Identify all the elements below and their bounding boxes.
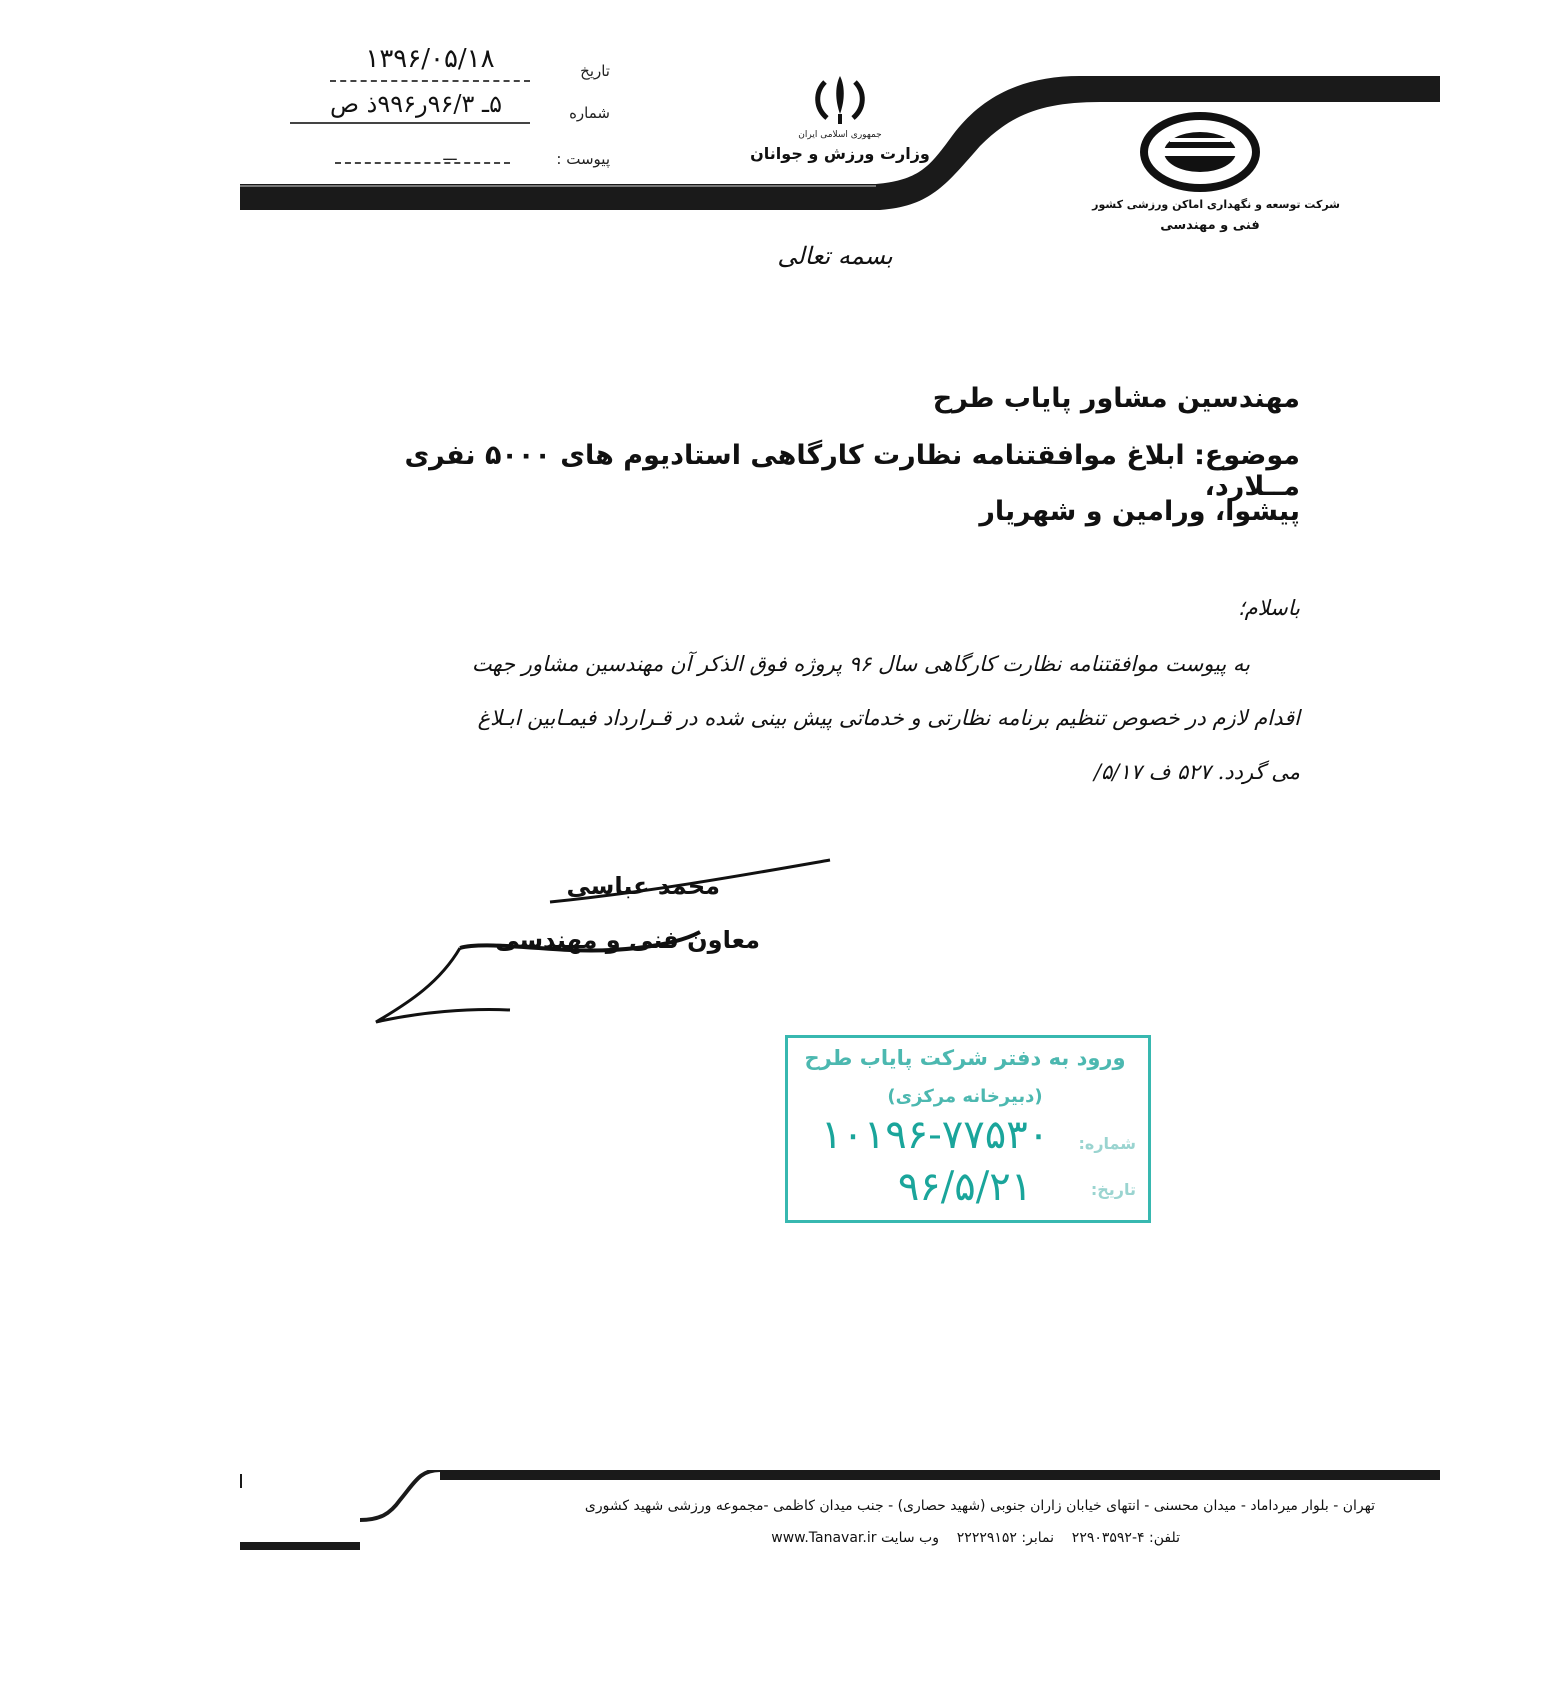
date-value: ۱۳۹۶/۰۵/۱۸	[365, 44, 495, 74]
iran-emblem-icon	[805, 70, 875, 130]
basmala: بسمه تعالی	[777, 242, 893, 270]
date-label: تاریخ	[580, 62, 610, 80]
attachment-value: ـــ	[443, 146, 457, 164]
number-underline	[290, 122, 530, 124]
company-name-line2: فنی و مهندسی	[1160, 218, 1260, 233]
subject-line-2: پیشوا، ورامین و شهریار	[979, 496, 1300, 527]
recipient-title: مهندسین مشاور پایاب طرح	[932, 383, 1300, 414]
footer-fax-value: ۲۲۲۲۹۱۵۲	[956, 1530, 1017, 1546]
stamp-line-2: (دبیرخانه مرکزی)	[887, 1086, 1043, 1107]
stamp-number-label: شماره:	[1078, 1134, 1136, 1153]
footer-phone-label: تلفن:	[1149, 1530, 1180, 1546]
footer-phone-value: ۴-۲۲۹۰۳۵۹۲	[1071, 1530, 1145, 1546]
stamp-date-label: تاریخ:	[1090, 1180, 1136, 1199]
body-line-1: به پیوست موافقتنامه نظارت کارگاهی سال ۹۶ پروژه فوق الذکر آن مهندسین مشاور جهت	[471, 652, 1250, 676]
footer-address: تهران - بلوار میرداماد - میدان محسنی - انتهای خیابان زاران جنوبی (شهید حصاری) - جنب میدان کاظمی -مجموعه ورزشی شهید کشوری	[584, 1498, 1375, 1514]
company-name-line1: شرکت توسعه و نگهداری اماکن ورزشی کشور	[1092, 198, 1340, 211]
subject-line-1: موضوع: ابلاغ موافقتنامه نظارت کارگاهی استادیوم های ۵۰۰۰ نفری مــلارد،	[404, 440, 1300, 502]
attachment-label: پیوست :	[556, 150, 610, 168]
number-label: شماره	[569, 104, 610, 122]
stamp-date-value: ۹۶/۵/۲۱	[897, 1164, 1033, 1210]
number-value: ۵ـ ۹۶/۳ر۹۹۶ذ ص	[330, 90, 502, 118]
stamp-number-value: ۱۰۱۹۶-۷۷۵۳۰	[820, 1112, 1050, 1158]
attachment-underline	[335, 162, 510, 164]
signer-title: معاون فنی و مهندسی	[495, 926, 760, 954]
body-line-3: می گردد. ۵۲۷ ف ۵/۱۷/	[1093, 760, 1300, 784]
footer-contact	[600, 1530, 1180, 1546]
ministry-name: وزارت ورزش و جوانان	[750, 144, 930, 163]
body-line-2: اقدام لازم در خصوص تنظیم برنامه نظارتی و خدماتی پیش بینی شده در قـرارداد فیمـابین ابـلاغ	[477, 706, 1300, 730]
ministry-small-text: جمهوری اسلامی ایران	[798, 130, 882, 140]
footer-web-label: وب سایت	[880, 1530, 939, 1546]
footer-fax-label: نمابر:	[1021, 1530, 1054, 1546]
signer-name: محمد عباسی	[566, 872, 720, 900]
company-logo-icon	[1140, 112, 1260, 192]
stamp-line-1: ورود به دفتر شرکت پایاب طرح	[804, 1046, 1126, 1070]
greeting: باسلام؛	[1237, 596, 1300, 620]
footer-web-value: www.Tanavar.ir	[771, 1530, 877, 1546]
date-underline	[330, 80, 530, 82]
